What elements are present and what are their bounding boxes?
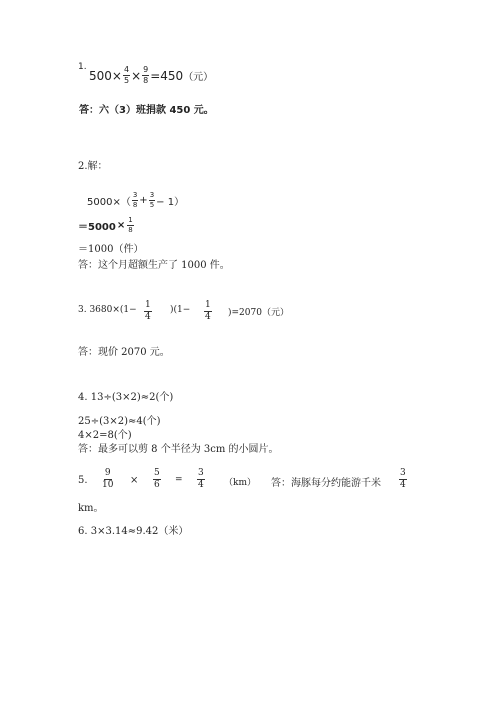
numerator: 4: [123, 65, 130, 74]
denominator: 4: [205, 312, 211, 322]
numerator: 1: [145, 300, 151, 310]
result: =450: [150, 68, 184, 83]
problem-4-answer: 答：最多可以剪 8 个半径为 3cm 的小圆片。: [78, 444, 279, 455]
numerator: 3: [400, 468, 406, 478]
fraction: [399, 469, 407, 490]
problem-6-line: 6. 3×3.14≈9.42（米）: [78, 526, 189, 537]
denominator: 8: [132, 201, 138, 209]
problem-4-line-1: 4. 13÷(3×2)≈2(个): [78, 392, 174, 403]
denominator: 5: [123, 76, 130, 85]
numerator: 3: [198, 468, 204, 478]
numerator: 1: [128, 216, 133, 224]
denominator: 4: [198, 480, 204, 490]
denominator: 4: [145, 312, 151, 322]
problem-1-number: 1.: [78, 62, 87, 72]
expr-part: 3. 3680×(1−: [78, 305, 137, 315]
problem-1-expression: [89, 66, 213, 85]
expr-part: )(1−: [170, 305, 191, 315]
fraction: [153, 469, 161, 490]
problem-4-line-2: 25÷(3×2)≈4(个): [78, 416, 161, 427]
problem-2-answer: 答：这个月超额生产了 1000 件。: [78, 260, 230, 271]
unit: （元）: [183, 72, 214, 83]
expr-part: 5000×（: [87, 197, 131, 208]
expr-part: 500×: [89, 68, 122, 83]
numerator: 3: [149, 191, 155, 199]
problem-2-label: 2.解：: [78, 161, 108, 172]
problem-2-step-1: [87, 192, 184, 209]
denominator: 8: [128, 226, 133, 234]
fraction: [132, 192, 138, 209]
numerator: 5: [154, 468, 160, 478]
fraction: [127, 217, 133, 234]
problem-2-step-2: [78, 217, 135, 234]
numerator: 3: [132, 191, 138, 199]
unit: （km）: [224, 478, 256, 488]
problem-4-line-3: 4×2=8(个): [78, 430, 132, 441]
fraction: [102, 469, 113, 490]
equals-sign: =: [175, 475, 183, 485]
expr-part: ＝5000: [78, 222, 116, 233]
fraction: [123, 66, 130, 85]
plus-sign: +: [139, 195, 148, 206]
fraction: [144, 301, 152, 322]
problem-1-answer: 答：六（3）班捐款 450 元。: [79, 105, 214, 116]
expr-part: − 1）: [156, 197, 185, 208]
denominator: 5: [149, 201, 155, 209]
fraction: [204, 301, 212, 322]
problem-3-answer: 答：现价 2070 元。: [78, 347, 170, 358]
denominator: 6: [154, 480, 160, 490]
fraction: [149, 192, 155, 209]
multiply-sign: ×: [116, 220, 126, 231]
fraction: [142, 66, 149, 85]
problem-2-step-3: ＝1000（件）: [78, 244, 144, 255]
fraction: [197, 469, 205, 490]
problem-5-unit-line: km。: [78, 503, 104, 514]
problem-5-number: 5.: [78, 475, 88, 486]
denominator: 10: [102, 480, 114, 490]
denominator: 8: [143, 76, 149, 85]
expr-part: )=2070（元）: [228, 308, 289, 318]
problem-5: [78, 467, 418, 495]
numerator: 1: [205, 300, 211, 310]
numerator: 9: [143, 65, 149, 74]
denominator: 4: [400, 480, 406, 490]
problem-5-answer: 答：海豚每分约能游千米: [271, 478, 381, 489]
multiply-sign: ×: [130, 475, 139, 486]
multiply-sign: ×: [131, 68, 142, 83]
numerator: 9: [104, 468, 111, 478]
